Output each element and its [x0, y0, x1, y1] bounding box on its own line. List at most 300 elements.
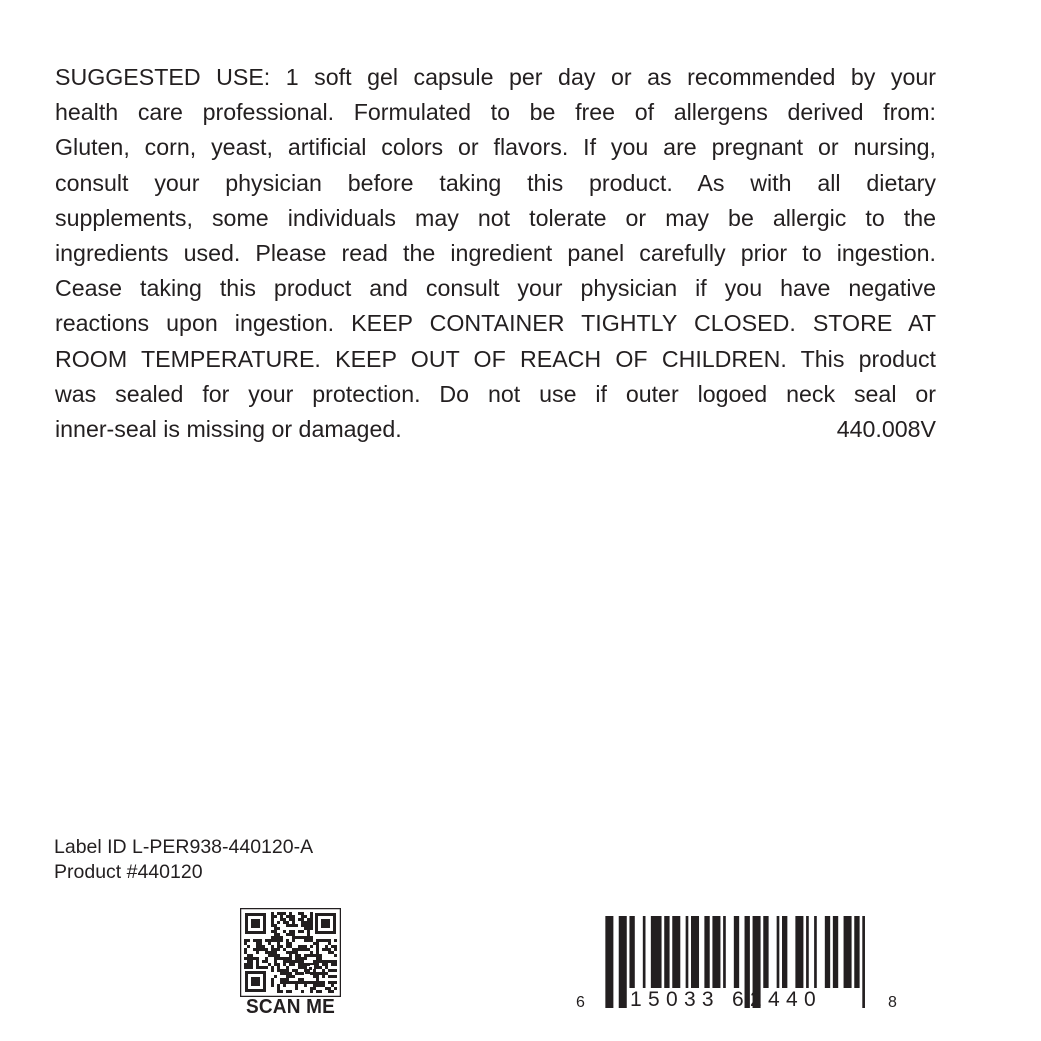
qr-module [313, 975, 316, 978]
barcode-bar [814, 916, 817, 988]
qr-module [271, 948, 274, 951]
qr-module [286, 981, 289, 984]
barcode-bar [777, 916, 780, 988]
qr-module [274, 975, 277, 978]
qr-module [316, 957, 319, 960]
qr-module [256, 942, 259, 945]
qr-module [322, 981, 325, 984]
qr-module [298, 960, 301, 963]
text-line: was sealed for your protection. Do not use if outer logoed neck seal or [55, 380, 936, 407]
barcode-main-digits: 15033 62440 [630, 988, 822, 1011]
qr-module [244, 948, 247, 951]
qr-module [298, 945, 301, 948]
qr-module [250, 954, 253, 957]
qr-module [277, 957, 280, 960]
qr-module [292, 921, 295, 924]
text-line: Gluten, corn, yeast, artificial colors or flavors. If you are pregnant or nursing, [55, 134, 936, 161]
qr-module [283, 930, 286, 933]
qr-module [295, 972, 298, 975]
qr-module [322, 960, 325, 963]
barcode-bar [782, 916, 787, 988]
qr-module [322, 963, 325, 966]
qr-module [331, 960, 334, 963]
qr-module [304, 945, 307, 948]
qr-module [286, 915, 289, 918]
qr-module [298, 948, 301, 951]
qr-module [286, 972, 289, 975]
qr-module [265, 939, 268, 942]
qr-module [325, 963, 328, 966]
qr-module [316, 984, 319, 987]
qr-module [283, 918, 286, 921]
qr-module [334, 948, 337, 951]
qr-module [280, 981, 283, 984]
qr-module [274, 924, 277, 927]
qr-module [298, 966, 301, 969]
qr-module [331, 963, 334, 966]
qr-module [301, 921, 304, 924]
qr-module [283, 984, 286, 987]
qr-module [301, 960, 304, 963]
qr-module [271, 912, 274, 915]
qr-module [304, 924, 307, 927]
qr-module [244, 942, 247, 945]
qr-module [250, 957, 253, 960]
qr-module [277, 969, 280, 972]
qr-module [280, 972, 283, 975]
qr-module [289, 981, 292, 984]
qr-module [319, 984, 322, 987]
barcode-bar [825, 916, 830, 988]
qr-module [256, 939, 259, 942]
qr-module [289, 933, 292, 936]
qr-module [316, 990, 319, 993]
qr-module [316, 954, 319, 957]
qr-module [256, 951, 259, 954]
qr-module [301, 915, 304, 918]
qr-module [268, 942, 271, 945]
qr-module [268, 939, 271, 942]
qr-module [334, 960, 337, 963]
qr-module [283, 960, 286, 963]
text-line: SUGGESTED USE: 1 soft gel capsule per day or as recommended by your [55, 64, 936, 90]
barcode-leading-digit: 6 [576, 994, 585, 1011]
qr-module [316, 942, 319, 945]
qr-module [286, 939, 289, 942]
qr-module [289, 951, 292, 954]
qr-module [295, 924, 298, 927]
barcode-bar [686, 916, 689, 988]
qr-module [283, 957, 286, 960]
qr-module [283, 981, 286, 984]
qr-module [283, 948, 286, 951]
qr-module [268, 954, 271, 957]
qr-module [319, 972, 322, 975]
qr-module [298, 918, 301, 921]
barcode-bar [862, 916, 865, 1008]
qr-module [271, 918, 274, 921]
qr-module [334, 975, 337, 978]
qr-module [286, 969, 289, 972]
qr-module [316, 963, 319, 966]
barcode-bar [704, 916, 709, 988]
qr-module [325, 987, 328, 990]
barcode-bar [833, 916, 838, 988]
qr-module [304, 915, 307, 918]
qr-module [271, 915, 274, 918]
qr-module [277, 939, 280, 942]
barcode-bar [605, 916, 613, 1008]
qr-module [301, 912, 304, 915]
qr-module [325, 939, 328, 942]
barcode-bar [844, 916, 852, 988]
qr-module [289, 942, 292, 945]
qr-module [307, 930, 310, 933]
qr-module [295, 936, 298, 939]
qr-module [292, 918, 295, 921]
qr-module [244, 963, 247, 966]
qr-module [319, 990, 322, 993]
qr-module [316, 975, 319, 978]
qr-module [286, 942, 289, 945]
qr-module [316, 978, 319, 981]
qr-module [256, 960, 259, 963]
qr-module [313, 960, 316, 963]
qr-module [304, 927, 307, 930]
qr-module [280, 957, 283, 960]
qr-module [262, 945, 265, 948]
qr-module [313, 942, 316, 945]
qr-module [298, 957, 301, 960]
qr-module [301, 978, 304, 981]
qr-module [298, 978, 301, 981]
qr-module [250, 966, 253, 969]
barcode-trailing-digit: 8 [888, 994, 897, 1011]
text-line: ingredients used. Please read the ingredient panel carefully prior to ingestion. [55, 240, 936, 267]
qr-module [328, 987, 331, 990]
text-line: reactions upon ingestion. KEEP CONTAINER TIGHTLY CLOSED. STORE AT [55, 310, 936, 337]
qr-module [307, 981, 310, 984]
qr-module [289, 924, 292, 927]
qr-module [316, 966, 319, 969]
qr-module [283, 921, 286, 924]
qr-module [265, 960, 268, 963]
qr-module [283, 969, 286, 972]
label-id: Label ID L-PER938-440120-A [54, 836, 314, 858]
qr-module [301, 972, 304, 975]
qr-module [286, 921, 289, 924]
qr-module [262, 966, 265, 969]
qr-module [316, 948, 319, 951]
qr-module [295, 948, 298, 951]
qr-module [277, 921, 280, 924]
barcode-bar [854, 916, 859, 988]
label-identifiers [54, 835, 313, 885]
qr-module [304, 921, 307, 924]
qr-module [292, 936, 295, 939]
qr-module [265, 966, 268, 969]
qr-module [247, 954, 250, 957]
qr-module [298, 936, 301, 939]
barcode-bar [691, 916, 699, 988]
qr-module [307, 939, 310, 942]
text-line: Cease taking this product and consult your physician if you have negative [55, 275, 936, 302]
qr-module [325, 945, 328, 948]
qr-module [271, 984, 274, 987]
qr-module [253, 948, 256, 951]
qr-module [274, 927, 277, 930]
qr-module [310, 987, 313, 990]
qr-module [295, 984, 298, 987]
qr-module [310, 939, 313, 942]
qr-module [331, 969, 334, 972]
qr-module [316, 981, 319, 984]
final-line-text: inner-seal is missing or damaged. [55, 416, 402, 443]
qr-module [307, 921, 310, 924]
qr-module [316, 951, 319, 954]
qr-module [289, 945, 292, 948]
qr-module [271, 966, 274, 969]
qr-module [247, 945, 250, 948]
qr-module [286, 990, 289, 993]
qr-module [334, 969, 337, 972]
qr-module [316, 945, 319, 948]
qr-module [334, 954, 337, 957]
qr-module [292, 960, 295, 963]
qr-module [274, 954, 277, 957]
qr-module [307, 936, 310, 939]
qr-module [331, 984, 334, 987]
qr-module [307, 924, 310, 927]
qr-module [286, 933, 289, 936]
qr-module [328, 975, 331, 978]
qr-module [271, 981, 274, 984]
qr-module [307, 948, 310, 951]
qr-module [307, 933, 310, 936]
qr-module [274, 948, 277, 951]
qr-module [274, 915, 277, 918]
qr-module [301, 966, 304, 969]
qr-module [331, 951, 334, 954]
qr-module [334, 963, 337, 966]
qr-module [301, 945, 304, 948]
qr-module [325, 960, 328, 963]
qr-module [304, 939, 307, 942]
qr-module [301, 963, 304, 966]
text-line: supplements, some individuals may not tolerate or may be allergic to the [55, 204, 936, 231]
qr-module [283, 912, 286, 915]
qr-module [292, 924, 295, 927]
qr-module [271, 921, 274, 924]
qr-module [295, 987, 298, 990]
qr-module [307, 927, 310, 930]
qr-module [274, 960, 277, 963]
qr-module [247, 960, 250, 963]
qr-module [277, 942, 280, 945]
qr-module [253, 939, 256, 942]
qr-module [319, 981, 322, 984]
qr-module [328, 939, 331, 942]
suggested-use-text [55, 60, 936, 447]
qr-module [253, 957, 256, 960]
qr-module [316, 939, 319, 942]
text-line: ROOM TEMPERATURE. KEEP OUT OF REACH OF CHILDREN. This product [55, 345, 936, 372]
qr-module [328, 990, 331, 993]
qr-module [292, 963, 295, 966]
qr-module [277, 954, 280, 957]
qr-module [334, 945, 337, 948]
qr-module [322, 984, 325, 987]
qr-module [271, 924, 274, 927]
qr-module [304, 984, 307, 987]
barcode-bar [723, 916, 726, 988]
qr-module [313, 987, 316, 990]
qr-module [271, 939, 274, 942]
qr-module [286, 960, 289, 963]
qr-module [289, 963, 292, 966]
qr-module [313, 954, 316, 957]
qr-module [277, 948, 280, 951]
qr-module [319, 957, 322, 960]
text-line: consult your physician before taking this product. As with all dietary [55, 169, 936, 196]
qr-module [301, 990, 304, 993]
qr-module [265, 948, 268, 951]
qr-module [328, 969, 331, 972]
qr-module [304, 957, 307, 960]
barcode-bar [651, 916, 662, 988]
qr-module [301, 957, 304, 960]
qr-module [295, 969, 298, 972]
qr-module [331, 975, 334, 978]
qr-module [322, 939, 325, 942]
qr-module [325, 948, 328, 951]
qr-module [244, 951, 247, 954]
qr-module [256, 945, 259, 948]
qr-module [280, 915, 283, 918]
qr-module [283, 978, 286, 981]
qr-module [292, 969, 295, 972]
barcode-bar [672, 916, 680, 988]
qr-module [295, 954, 298, 957]
qr-module [289, 912, 292, 915]
qr-module [319, 954, 322, 957]
qr-module [259, 945, 262, 948]
qr-module [292, 915, 295, 918]
qr-code-icon[interactable] [240, 908, 341, 997]
qr-module [280, 978, 283, 981]
qr-module [298, 912, 301, 915]
qr-module [310, 912, 313, 915]
qr-module [307, 954, 310, 957]
qr-module [271, 930, 274, 933]
qr-module [277, 990, 280, 993]
qr-module [274, 933, 277, 936]
qr-module [286, 966, 289, 969]
qr-module [262, 948, 265, 951]
qr-module [280, 990, 283, 993]
qr-module [268, 951, 271, 954]
qr-module [292, 930, 295, 933]
qr-module [274, 963, 277, 966]
qr-module [325, 966, 328, 969]
qr-module [244, 957, 247, 960]
qr-module [247, 939, 250, 942]
qr-module [280, 912, 283, 915]
qr-module [271, 969, 274, 972]
qr-module [301, 918, 304, 921]
qr-module [262, 960, 265, 963]
qr-module [310, 921, 313, 924]
qr-module [313, 984, 316, 987]
qr-module [295, 951, 298, 954]
qr-module [265, 951, 268, 954]
qr-module [310, 927, 313, 930]
qr-module [289, 954, 292, 957]
text-line-final [55, 412, 936, 447]
qr-module [247, 966, 250, 969]
qr-module [301, 981, 304, 984]
qr-module [277, 987, 280, 990]
qr-module [256, 966, 259, 969]
qr-module [277, 963, 280, 966]
qr-module [274, 936, 277, 939]
qr-module [277, 912, 280, 915]
qr-module [292, 939, 295, 942]
qr-module [295, 981, 298, 984]
qr-module [289, 990, 292, 993]
qr-module [298, 981, 301, 984]
qr-module [244, 939, 247, 942]
qr-module [292, 951, 295, 954]
qr-module [256, 948, 259, 951]
qr-module [334, 939, 337, 942]
qr-module [259, 966, 262, 969]
qr-module [319, 939, 322, 942]
qr-module [274, 957, 277, 960]
qr-module [274, 930, 277, 933]
qr-module [280, 939, 283, 942]
qr-module [271, 936, 274, 939]
qr-module [310, 918, 313, 921]
qr-module [289, 915, 292, 918]
qr-module [286, 945, 289, 948]
qr-module [292, 975, 295, 978]
qr-module [289, 918, 292, 921]
qr-module [268, 963, 271, 966]
qr-module [274, 939, 277, 942]
qr-module [283, 963, 286, 966]
qr-module [271, 954, 274, 957]
qr-module [298, 954, 301, 957]
barcode-bar [629, 916, 634, 988]
barcode-bar [763, 916, 768, 988]
qr-module [298, 972, 301, 975]
qr-module [271, 978, 274, 981]
qr-module [292, 933, 295, 936]
qr-module [328, 951, 331, 954]
qr-module [301, 924, 304, 927]
qr-module [301, 930, 304, 933]
qr-module [280, 945, 283, 948]
qr-module [322, 969, 325, 972]
qr-module [298, 930, 301, 933]
qr-module [310, 915, 313, 918]
qr-module [310, 924, 313, 927]
text-line: health care professional. Formulated to be free of allergens derived from: [55, 99, 936, 126]
qr-module [259, 939, 262, 942]
qr-module [310, 990, 313, 993]
qr-module [328, 981, 331, 984]
